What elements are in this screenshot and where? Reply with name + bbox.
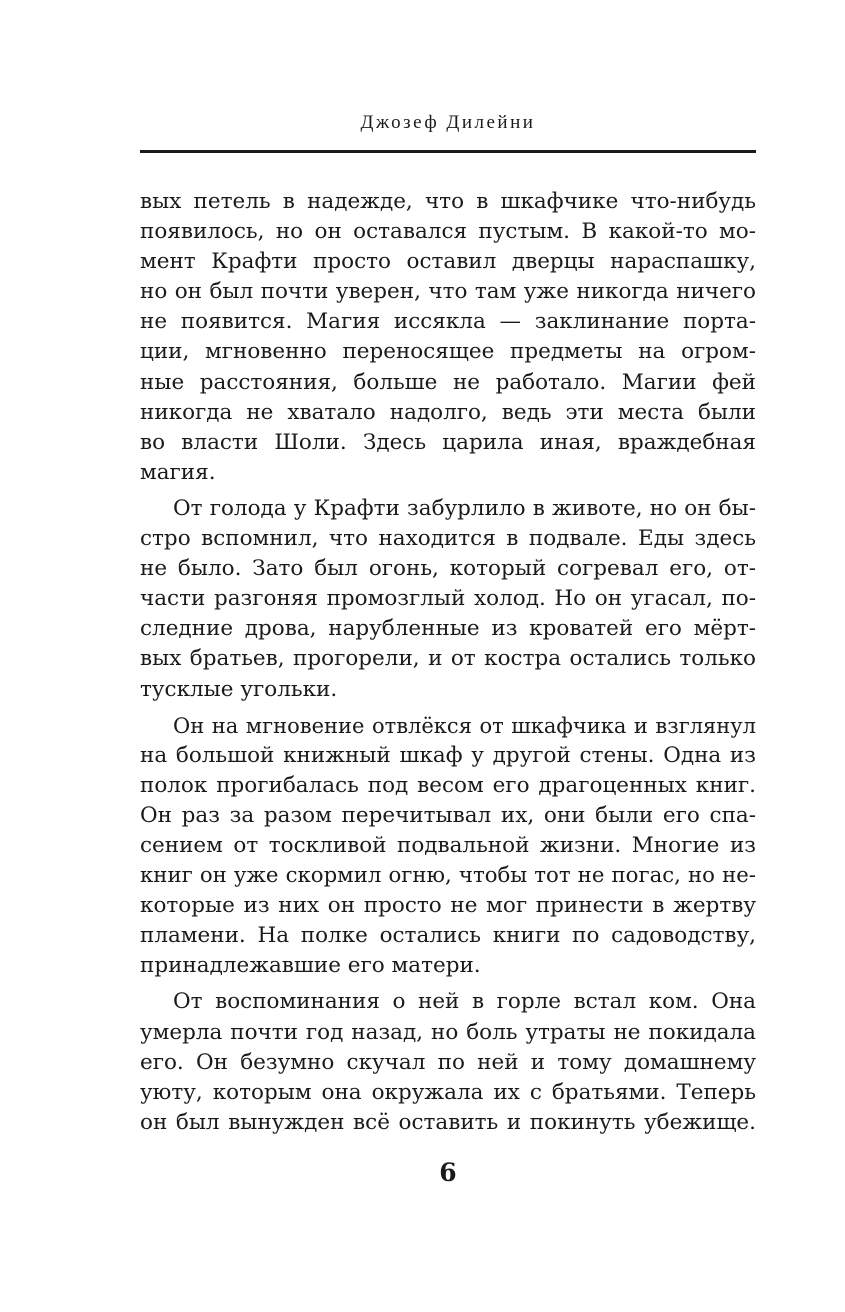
text-line: следние дрова, нарубленные из кроватей его мёрт-	[140, 616, 756, 642]
text-line: вых братьев, прогорели, и от костра остались только	[140, 646, 756, 672]
text-line: которые из них он просто не мог принести в жертву	[140, 893, 756, 919]
text-line: уюту, которым она окружала их с братьями. Теперь	[140, 1079, 756, 1105]
header-rule	[140, 150, 756, 153]
text-line: магия.	[140, 459, 216, 485]
text-line: мент Крафти просто оставил дверцы нараспашку,	[140, 249, 756, 275]
text-line: части разгоняя промозглый холод. Но он угасал, по-	[140, 586, 756, 612]
running-header-author: Джозеф Дилейни	[360, 112, 536, 133]
text-line: сением от тоскливой подвальной жизни. Многие из	[140, 832, 756, 858]
text-line: книг он уже скормил огню, чтобы тот не погас, но не-	[140, 863, 756, 889]
text-line: не было. Зато был огонь, который согревал его, от-	[140, 556, 756, 582]
text-line: на большой книжный шкаф у другой стены. Одна из	[140, 742, 756, 768]
text-line: никогда не хватало надолго, ведь эти места были	[140, 399, 756, 425]
text-line: появилось, но он оставался пустым. В какой-то мо-	[140, 219, 756, 245]
text-line: полок прогибалась под весом его драгоценных книг.	[140, 772, 756, 798]
text-line: От голода у Крафти забурлило в животе, но он бы-	[173, 495, 756, 521]
body-text	[140, 187, 756, 1138]
text-line: ные расстояния, больше не работало. Магии фей	[140, 369, 756, 395]
text-line: Он раз за разом перечитывал их, они были его спа-	[140, 802, 756, 828]
text-line: тусклые угольки.	[140, 676, 338, 702]
text-line: ции, мгновенно переносящее предметы на огром-	[140, 339, 756, 365]
text-line: не появится. Магия иссякла — заклинание порта-	[140, 309, 756, 335]
text-line: его. Он безумно скучал по ней и тому домашнему	[140, 1049, 756, 1075]
text-line: Он на мгновение отвлёкся от шкафчика и взглянул	[173, 713, 756, 738]
text-line: стро вспомнил, что находится в подвале. Еды здесь	[140, 526, 756, 552]
page-number: 6	[439, 1158, 457, 1187]
text-line: От воспоминания о ней в горле встал ком. Она	[173, 989, 756, 1015]
text-line: он был вынужден всё оставить и покинуть убежище.	[140, 1109, 756, 1135]
text-line: умерла почти год назад, но боль утраты не покидала	[140, 1019, 756, 1045]
text-line: пламени. На полке остались книги по садоводству,	[140, 923, 756, 949]
text-line: вых петель в надежде, что в шкафчике что-нибудь	[140, 189, 756, 214]
text-line: во власти Шоли. Здесь царила иная, враждебная	[140, 429, 756, 455]
text-line: но он был почти уверен, что там уже никогда ничего	[140, 279, 756, 305]
text-line: принадлежавшие его матери.	[140, 953, 481, 979]
